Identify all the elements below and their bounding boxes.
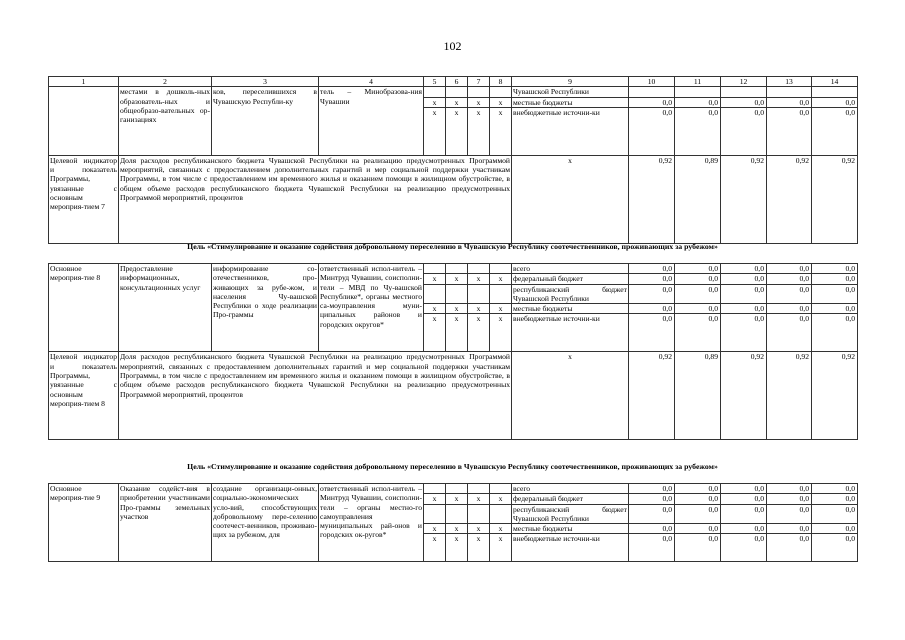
x-mark-cell [490,504,512,524]
indicator-value: 0,92 [812,352,858,440]
column-number: 6 [446,77,468,87]
x-mark-cell: x [424,314,446,352]
x-mark-cell [468,504,490,524]
indicator-value: 0,89 [675,155,721,243]
indicator-value: 0,92 [812,155,858,243]
funding-value: 0,0 [767,534,812,562]
column-number: 9 [512,77,629,87]
x-mark-cell: x [446,314,468,352]
funding-value: 0,0 [812,264,858,274]
x-mark-cell: x [468,534,490,562]
x-mark-cell [424,484,446,494]
funding-value [812,87,858,97]
funding-source: всего [512,264,629,274]
funding-value: 0,0 [721,494,767,504]
funding-value: 0,0 [812,504,858,524]
x-mark-cell [446,264,468,274]
funding-value: 0,0 [675,484,721,494]
x-mark-cell: x [424,494,446,504]
funding-value: 0,0 [721,534,767,562]
funding-source: внебюджетные источни-ки [512,314,629,352]
funding-value [767,87,812,97]
x-mark-cell: x [424,274,446,284]
funding-value: 0,0 [629,274,675,284]
x-mark-cell: x [446,494,468,504]
funding-value [721,87,767,97]
funding-source: всего [512,484,629,494]
measure-9-number: Основное мероприя-тие 9 [49,484,119,562]
x-mark-cell: x [468,524,490,534]
column-number: 2 [119,77,212,87]
indicator-label: Целевой индикатор и показатель Программы, увязанные с основным мероприя-тием 8 [49,352,119,440]
funding-value: 0,0 [675,264,721,274]
funding-value: 0,0 [767,264,812,274]
funding-value: 0,0 [812,284,858,304]
funding-value: 0,0 [675,107,721,155]
x-mark-cell: x [446,304,468,314]
funding-value: 0,0 [629,504,675,524]
funding-source: республиканский бюджет Чувашской Республики [513,284,627,303]
x-mark-cell: x [490,314,512,352]
funding-value: 0,0 [767,314,812,352]
table-row [49,484,858,494]
x-mark-cell: x [490,107,512,155]
funding-value: 0,0 [629,107,675,155]
indicator-value: 0,92 [767,352,812,440]
funding-value: 0,0 [675,97,721,107]
x-mark-cell [446,484,468,494]
table-row [49,264,858,274]
funding-value: 0,0 [812,97,858,107]
indicator-value: 0,89 [675,352,721,440]
x-mark-cell [468,484,490,494]
x-mark-cell: x [490,494,512,504]
funding-value: 0,0 [721,274,767,284]
cont-col2: местами в дошколь-ных образователь-ных и общеобразо-вательных ор-ганизациях [119,87,212,156]
funding-value: 0,0 [812,107,858,155]
indicator-value: 0,92 [767,155,812,243]
indicator-x: x [512,155,629,243]
funding-value [675,87,721,97]
program-table-part-1 [48,76,858,244]
funding-value: 0,0 [675,524,721,534]
program-table-part-3 [48,483,858,562]
cont-col1 [49,87,119,156]
indicator-text: Доля расходов республиканского бюджета Чувашской Республики на реализацию предусмотренных Программой мероприятий, связанных с предоставлением дополнительных гарантий и мер социальной поддержки участникам Программы, в том числе с предоставлением им временного жилья и оказанием помощи в жилищном обустройстве, в общем объеме расходов республиканского бюджета Чувашской Республики на реализацию предусмотренных Программой мероприятий, процентов [119,352,512,440]
funding-value: 0,0 [629,97,675,107]
funding-value: 0,0 [629,304,675,314]
funding-value: 0,0 [812,304,858,314]
funding-value: 0,0 [767,284,812,304]
funding-source: федеральный бюджет [512,494,629,504]
funding-value: 0,0 [675,504,721,524]
funding-source: республиканский бюджет Чувашской Республики [513,504,627,523]
funding-value: 0,0 [767,107,812,155]
funding-source: местные бюджеты [512,97,629,107]
funding-value: 0,0 [675,534,721,562]
cont-col4: тель – Минобразова-ния Чувашии [319,87,424,156]
column-number-row [49,77,858,87]
funding-value: 0,0 [767,494,812,504]
measure-8-title: Предоставление информационных, консультационных услуг [119,264,212,352]
x-mark-cell: x [424,97,446,107]
funding-value: 0,0 [675,314,721,352]
funding-value: 0,0 [812,314,858,352]
x-mark-cell: x [424,524,446,534]
x-mark-cell: x [468,107,490,155]
x-mark-cell: x [490,274,512,284]
goal-heading: Цель «Стимулирование и оказание содействия добровольному переселению в Чувашскую Республику соотечественников, проживающих за рубежом» [187,242,718,251]
x-mark-cell: x [490,304,512,314]
funding-value: 0,0 [812,524,858,534]
indicator-value: 0,92 [629,352,675,440]
funding-value: 0,0 [721,314,767,352]
funding-value: 0,0 [629,284,675,304]
x-mark-cell: x [424,534,446,562]
goal-heading: Цель «Стимулирование и оказание содействия добровольному переселению в Чувашскую Республику соотечественников, проживающих за рубежом» [187,462,718,471]
indicator-text: Доля расходов республиканского бюджета Чувашской Республики на реализацию предусмотренных Программой мероприятий, связанных с предоставлением дополнительных гарантий и мер социальной поддержки участникам Программы, в том числе с предоставлением им временного жилья и оказанием помощи в жилищном обустройстве, в общем объеме расходов республиканского бюджета Чувашской Республики на реализацию предусмотренных Программой мероприятий, процентов [119,155,512,243]
x-mark-cell: x [446,274,468,284]
funding-value: 0,0 [675,304,721,314]
funding-value: 0,0 [812,534,858,562]
funding-value: 0,0 [721,524,767,534]
column-number: 5 [424,77,446,87]
x-mark-cell: x [424,107,446,155]
funding-value: 0,0 [767,274,812,284]
x-mark-cell [446,504,468,524]
funding-value: 0,0 [721,264,767,274]
measure-8-number: Основное мероприя-тие 8 [49,264,119,352]
column-number: 7 [468,77,490,87]
x-mark-cell [446,87,468,97]
x-mark-cell [490,284,512,304]
x-mark-cell: x [468,274,490,284]
x-mark-cell: x [490,97,512,107]
funding-source: внебюджетные источни-ки [512,107,629,155]
x-mark-cell: x [446,107,468,155]
funding-value: 0,0 [767,97,812,107]
indicator-row [49,155,858,243]
funding-value: 0,0 [721,284,767,304]
column-number: 11 [675,77,721,87]
x-mark-cell: x [468,494,490,504]
x-mark-cell [424,264,446,274]
indicator-value: 0,92 [721,352,767,440]
x-mark-cell: x [446,97,468,107]
column-number: 1 [49,77,119,87]
indicator-label: Целевой индикатор и показатель Программы, увязанные с основным мероприя-тием 7 [49,155,119,243]
column-number: 12 [721,77,767,87]
funding-value: 0,0 [629,314,675,352]
column-number: 3 [212,77,319,87]
column-number: 10 [629,77,675,87]
x-mark-cell: x [490,524,512,534]
program-table-part-2 [48,263,858,440]
indicator-row [49,352,858,440]
x-mark-cell: x [424,304,446,314]
funding-value: 0,0 [812,484,858,494]
funding-value: 0,0 [675,284,721,304]
funding-value: 0,0 [812,274,858,284]
measure-8-description: информирование со-отечественников, про-живающих за рубе-жом, и населения Чу-вашской Республики о ходе реализации Про-граммы [212,264,319,352]
funding-value: 0,0 [629,494,675,504]
x-mark-cell [490,264,512,274]
funding-value: 0,0 [629,524,675,534]
measure-9-executors: ответственный испол-нитель – Минтруд Чувашии, соисполни-тели – органы местно-го самоуправления муниципальных рай-онов и городских ок-ругов* [319,484,424,562]
indicator-value: 0,92 [721,155,767,243]
funding-value: 0,0 [675,494,721,504]
column-number: 4 [319,77,424,87]
funding-value: 0,0 [767,484,812,494]
funding-value: 0,0 [767,304,812,314]
x-mark-cell: x [468,304,490,314]
x-mark-cell [490,484,512,494]
funding-source: федеральный бюджет [512,274,629,284]
indicator-x: x [512,352,629,440]
x-mark-cell [424,87,446,97]
funding-value: 0,0 [721,97,767,107]
funding-value: 0,0 [721,107,767,155]
x-mark-cell [490,87,512,97]
x-mark-cell [446,284,468,304]
cont-col3: ков, переселившихся в Чувашскую Республи-ку [212,87,319,156]
funding-value: 0,0 [812,494,858,504]
x-mark-cell: x [446,524,468,534]
measure-9-title: Оказание содейст-вия в приобретении участниками Про-граммы земельных участков [119,484,212,562]
funding-source: внебюджетные источни-ки [512,534,629,562]
x-mark-cell [424,504,446,524]
funding-source: местные бюджеты [512,304,629,314]
funding-source: местные бюджеты [512,524,629,534]
funding-value: 0,0 [767,504,812,524]
funding-value: 0,0 [721,484,767,494]
funding-value [629,87,675,97]
funding-value: 0,0 [629,534,675,562]
column-number: 8 [490,77,512,87]
funding-source: Чувашской Республики [512,87,629,97]
funding-value: 0,0 [767,524,812,534]
column-number: 14 [812,77,858,87]
funding-value: 0,0 [721,504,767,524]
funding-value: 0,0 [675,274,721,284]
indicator-value: 0,92 [629,155,675,243]
x-mark-cell: x [468,314,490,352]
x-mark-cell [424,284,446,304]
funding-value: 0,0 [721,304,767,314]
page-number: 102 [443,39,462,53]
measure-9-description: создание организаци-онных, социально-экономических усло-вий, способствующих добровольному пере-селению соотечест-венников, проживаю-щих за рубежом, для [212,484,319,562]
funding-value: 0,0 [629,264,675,274]
x-mark-cell [468,87,490,97]
funding-value: 0,0 [629,484,675,494]
x-mark-cell [468,284,490,304]
x-mark-cell: x [446,534,468,562]
x-mark-cell: x [490,534,512,562]
x-mark-cell: x [468,97,490,107]
table-row [49,87,858,97]
column-number: 13 [767,77,812,87]
measure-8-executors: ответственный испол-нитель – Минтруд Чувашии, соисполни-тели – МВД по Чу-вашской Республике*, органы местного са-моуправления муни-ципальных районов и городских округов* [319,264,424,352]
x-mark-cell [468,264,490,274]
